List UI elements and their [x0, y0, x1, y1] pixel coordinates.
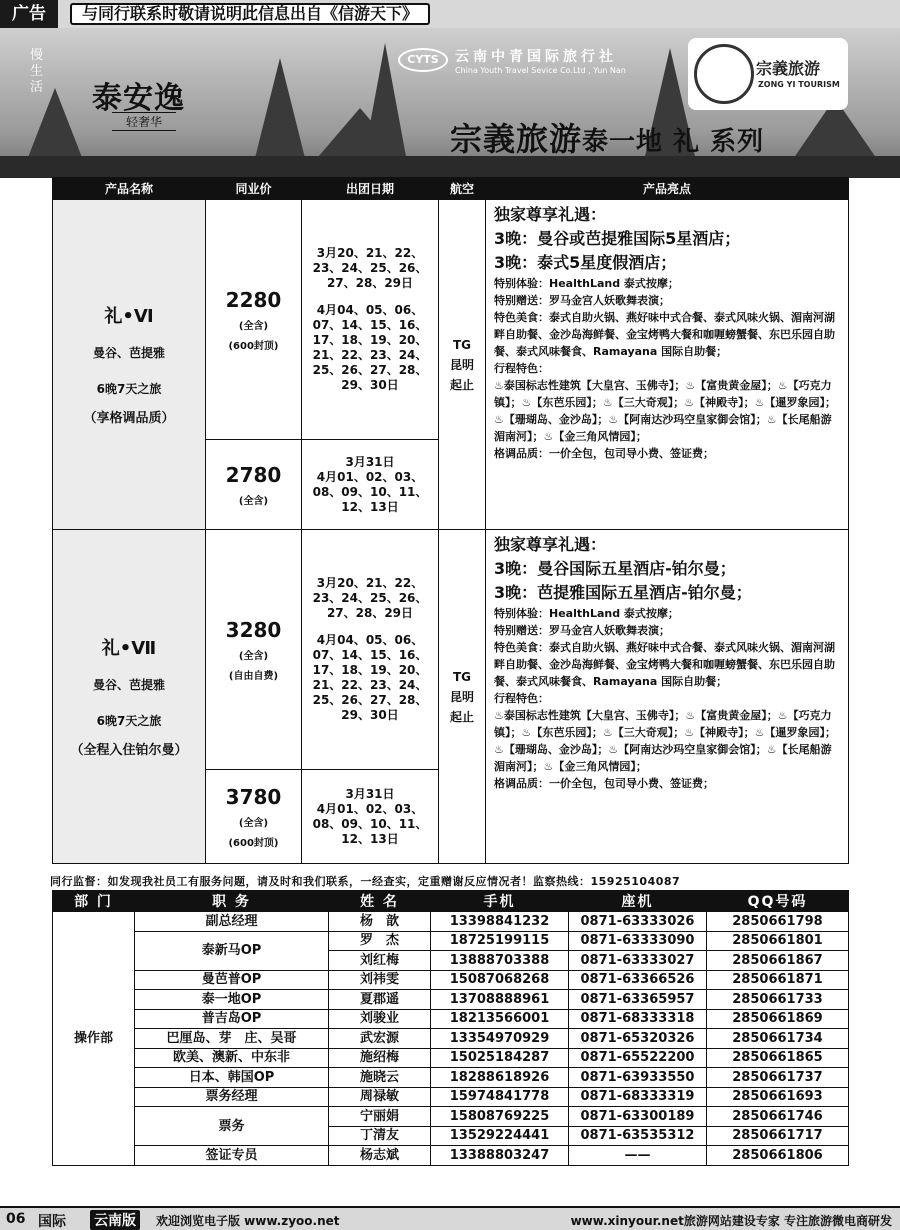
- qq-cell: 2850661806: [707, 1146, 849, 1166]
- role-cell: 票务: [135, 1107, 329, 1146]
- price-note: (600封顶): [228, 340, 279, 352]
- qq-cell: 2850661871: [707, 970, 849, 990]
- footprint-icon: [694, 44, 754, 104]
- qq-cell: 2850661801: [707, 931, 849, 951]
- role-cell: 签证专员: [135, 1146, 329, 1166]
- product-route: 曼谷、芭提雅: [92, 677, 165, 692]
- highlight-experience: 特别体验：HealthLand 泰式按摩；: [494, 607, 679, 620]
- departure-note: 起止: [449, 709, 474, 724]
- tel-cell: 0871-65522200: [569, 1048, 707, 1068]
- highlight-experience: 特别体验：HealthLand 泰式按摩；: [494, 277, 679, 290]
- highlight-gift: 特别赠送：罗马金宫人妖歌舞表演；: [494, 294, 670, 307]
- dates-march: 3月20、21、22、23、24、25、26、27、28、29日: [312, 246, 428, 290]
- product-table-header: [53, 178, 849, 200]
- qq-cell: 2850661869: [707, 1009, 849, 1029]
- role-cell: 副总经理: [135, 912, 329, 932]
- highlight-food: 特色美食：泰式自助火锅、燕好味中式合餐、泰式风味火锅、湄南河湖畔自助餐、金沙岛海鲜餐、金宝烤鸭大餐和咖喱螃蟹餐、东巴乐园自助餐、泰式风味餐食、Ramayana 国际自助餐；: [494, 641, 835, 688]
- product-duration: 6晚7天之旅: [96, 381, 162, 396]
- price-value: 2780: [225, 462, 282, 487]
- mobile-cell: 18725199115: [431, 931, 569, 951]
- mobile-cell: 13888703388: [431, 951, 569, 971]
- role-cell: 泰新马OP: [135, 931, 329, 970]
- mobile-cell: 18288618926: [431, 1068, 569, 1088]
- airline-code: TG: [452, 669, 472, 684]
- ad-tag: 广告: [0, 0, 58, 28]
- cyts-logo: CYTS: [398, 48, 448, 72]
- table-row: [53, 1048, 849, 1068]
- role-cell: 曼芭普OP: [135, 970, 329, 990]
- product-name-cell: [53, 200, 206, 530]
- table-row: [53, 1029, 849, 1049]
- name-cell: 罗 杰: [329, 931, 431, 951]
- highlight-features: ♨泰国标志性建筑【大皇宫、玉佛寺】；♨【富贵黄金屋】；♨【巧克力镇】；♨【东芭乐园】；♨【三大奇观】；♨【神殿寺】；♨【暹罗象园】；♨【珊瑚岛、金沙岛】；♨【阿南达沙玛空皇家御会馆】；♨【长尾船游湄南河】；♨【金三角风情园】；: [494, 709, 836, 773]
- website-promo[interactable]: www.xinyour.net旅游网站建设专家 专注旅游微电商研发: [570, 1214, 892, 1228]
- qq-cell: 2850661746: [707, 1107, 849, 1127]
- product-row: [53, 530, 849, 770]
- header-department: 部 门: [53, 891, 135, 912]
- qq-cell: 2850661693: [707, 1087, 849, 1107]
- edition-badge: 云南版: [90, 1210, 140, 1230]
- table-row: [53, 1009, 849, 1029]
- qq-cell: 2850661865: [707, 1048, 849, 1068]
- tai-anyi-subtitle: 轻奢华: [112, 112, 176, 131]
- header-highlights: 产品亮点: [486, 178, 849, 200]
- banner: [0, 28, 900, 178]
- price-cell: [206, 440, 302, 530]
- table-row: [53, 912, 849, 932]
- role-cell: 普吉岛OP: [135, 1009, 329, 1029]
- page-number: 06: [6, 1211, 26, 1227]
- price-cell: [206, 200, 302, 440]
- supervision-hotline: 同行监督：如发现我社员工有服务问题，请及时和我们联系，一经查实，定重赠谢反应情况者！监察热线：15925104087: [50, 875, 681, 888]
- cyts-name-cn: 云南中青国际旅行社: [455, 49, 617, 65]
- highlight-hotel: 3晚：曼谷或芭提雅国际5星酒店；: [494, 229, 741, 248]
- highlight-gift: 特别赠送：罗马金宫人妖歌舞表演；: [494, 624, 670, 637]
- name-cell: 丁清友: [329, 1126, 431, 1146]
- highlight-title: 独家尊享礼遇：: [494, 205, 607, 224]
- price-note: (600封顶): [228, 837, 279, 849]
- dates-april: 4月04、05、06、07、14、15、16、17、18、19、20、21、22、23、24、25、26、27、28、29、30日: [312, 303, 428, 392]
- tel-cell: 0871-68333319: [569, 1087, 707, 1107]
- price-note: (自由自费): [228, 670, 279, 682]
- role-cell: 票务经理: [135, 1087, 329, 1107]
- header-role: 职 务: [135, 891, 329, 912]
- table-row: [53, 1068, 849, 1088]
- price-note: (全含): [238, 495, 269, 507]
- section-label: 国际: [38, 1214, 66, 1230]
- role-cell: 日本、韩国OP: [135, 1068, 329, 1088]
- highlight-quality: 格调品质：一价全包，包司导小费、签证费；: [494, 777, 714, 790]
- dates-march: 3月31日: [345, 786, 395, 801]
- tel-cell: 0871-68333318: [569, 1009, 707, 1029]
- product-note: （全程入住铂尔曼）: [70, 742, 188, 758]
- tel-cell: 0871-63333090: [569, 931, 707, 951]
- mobile-cell: 18213566001: [431, 1009, 569, 1029]
- highlight-features-title: 行程特色：: [494, 692, 549, 705]
- department-cell: 操作部: [53, 912, 135, 1166]
- table-row: [53, 1146, 849, 1166]
- tel-cell: ——: [569, 1146, 707, 1166]
- top-bar: [0, 0, 900, 28]
- header-name: 姓 名: [329, 891, 431, 912]
- highlight-quality: 格调品质：一价全包，包司导小费、签证费；: [494, 447, 714, 460]
- tel-cell: 0871-65320326: [569, 1029, 707, 1049]
- highlight-hotel: 3晚：芭提雅国际五星酒店-铂尔曼；: [494, 583, 752, 602]
- dates-cell: [302, 440, 439, 530]
- role-cell: 巴厘岛、芽 庄、吴哥: [135, 1029, 329, 1049]
- qq-cell: 2850661717: [707, 1126, 849, 1146]
- product-row: [53, 200, 849, 440]
- highlight-features: ♨泰国标志性建筑【大皇宫、玉佛寺】；♨【富贵黄金屋】；♨【巧克力镇】；♨【东芭乐园】；♨【三大奇观】；♨【神殿寺】；♨【暹罗象园】；♨【珊瑚岛、金沙岛】；♨【阿南达沙玛空皇家御会馆】；♨【长尾船游湄南河】；♨【金三角风情园】；: [494, 379, 836, 443]
- tel-cell: 0871-63300189: [569, 1107, 707, 1127]
- table-row: [53, 990, 849, 1010]
- mobile-cell: 13398841232: [431, 912, 569, 932]
- name-cell: 刘红梅: [329, 951, 431, 971]
- tel-cell: 0871-63933550: [569, 1068, 707, 1088]
- airline-cell: [439, 530, 486, 864]
- name-cell: 夏郡遥: [329, 990, 431, 1010]
- price-note: (全含): [238, 650, 269, 662]
- qq-cell: 2850661737: [707, 1068, 849, 1088]
- price-cell: [206, 770, 302, 864]
- bottom-bar: [0, 1206, 900, 1230]
- mobile-cell: 15025184287: [431, 1048, 569, 1068]
- mobile-cell: 15808769225: [431, 1107, 569, 1127]
- price-value: 3280: [225, 617, 282, 642]
- product-note: （享格调品质）: [83, 410, 175, 426]
- name-cell: 施晓云: [329, 1068, 431, 1088]
- welcome-link[interactable]: 欢迎浏览电子版 www.zyoo.net: [156, 1214, 340, 1228]
- contact-table-header: [53, 891, 849, 912]
- highlight-food: 特色美食：泰式自助火锅、燕好味中式合餐、泰式风味火锅、湄南河湖畔自助餐、金沙岛海鲜餐、金宝烤鸭大餐和咖喱螃蟹餐、东巴乐园自助餐、泰式风味餐食、Ramayana 国际自助餐；: [494, 311, 835, 358]
- contact-table: [52, 890, 849, 1166]
- qq-cell: 2850661734: [707, 1029, 849, 1049]
- mobile-cell: 13708888961: [431, 990, 569, 1010]
- departure-note: 起止: [449, 377, 474, 392]
- header-price: 同业价: [206, 178, 302, 200]
- dates-april: 4月01、02、03、08、09、10、11、12、13日: [312, 801, 428, 846]
- header-qq: QQ号码: [707, 891, 849, 912]
- tel-cell: 0871-63366526: [569, 970, 707, 990]
- highlights-cell: [486, 530, 849, 864]
- name-cell: 杨 歆: [329, 912, 431, 932]
- highlight-hotel: 3晚：泰式5星度假酒店；: [494, 253, 677, 272]
- price-value: 2280: [225, 287, 282, 312]
- mobile-cell: 13388803247: [431, 1146, 569, 1166]
- header-tel: 座机: [569, 891, 707, 912]
- highlight-hotel: 3晚：曼谷国际五星酒店-铂尔曼；: [494, 559, 736, 578]
- mobile-cell: 15974841778: [431, 1087, 569, 1107]
- mobile-cell: 15087068268: [431, 970, 569, 990]
- table-row: [53, 1107, 849, 1127]
- departure-city: 昆明: [449, 689, 474, 704]
- source-notice: 与同行联系时敬请说明此信息出自《信游天下》: [70, 3, 430, 25]
- product-name-cell: [53, 530, 206, 864]
- price-cell: [206, 530, 302, 770]
- price-note: (全含): [238, 817, 269, 829]
- highlight-features-title: 行程特色：: [494, 362, 549, 375]
- qq-cell: 2850661733: [707, 990, 849, 1010]
- name-cell: 刘祎雯: [329, 970, 431, 990]
- highlights-cell: [486, 200, 849, 530]
- dates-april: 4月01、02、03、08、09、10、11、12、13日: [312, 469, 428, 514]
- qq-cell: 2850661867: [707, 951, 849, 971]
- product-table: [52, 177, 849, 864]
- role-cell: 泰一地OP: [135, 990, 329, 1010]
- price-value: 3780: [225, 784, 282, 809]
- dates-cell: [302, 530, 439, 770]
- name-cell: 武宏源: [329, 1029, 431, 1049]
- product-code: 礼•Ⅶ: [101, 637, 157, 659]
- product-duration: 6晚7天之旅: [96, 713, 162, 728]
- qq-cell: 2850661798: [707, 912, 849, 932]
- name-cell: 刘骏业: [329, 1009, 431, 1029]
- dates-cell: [302, 200, 439, 440]
- tel-cell: 0871-63535312: [569, 1126, 707, 1146]
- header-product-name: 产品名称: [53, 178, 206, 200]
- header-airline: 航空: [439, 178, 486, 200]
- dates-march: 3月20、21、22、23、24、25、26、27、28、29日: [312, 576, 428, 620]
- dates-march: 3月31日: [345, 454, 395, 469]
- highlight-title: 独家尊享礼遇：: [494, 535, 607, 554]
- header-mobile: 手机: [431, 891, 569, 912]
- name-cell: 周禄敏: [329, 1087, 431, 1107]
- tel-cell: 0871-63333026: [569, 912, 707, 932]
- departure-city: 昆明: [449, 357, 474, 372]
- name-cell: 宁丽娟: [329, 1107, 431, 1127]
- dates-april: 4月04、05、06、07、14、15、16、17、18、19、20、21、22、23、24、25、26、27、28、29、30日: [312, 633, 428, 722]
- airline-cell: [439, 200, 486, 530]
- cyts-name-en: China Youth Travel Sevice Co.Ltd , Yun Nan: [455, 66, 626, 75]
- tai-anyi-logo: 泰安逸: [92, 81, 185, 116]
- price-note: (全含): [238, 320, 269, 332]
- product-code: 礼•Ⅵ: [104, 305, 154, 327]
- tel-cell: 0871-63333027: [569, 951, 707, 971]
- zongyi-logo: 宗義旅游 ZONG YI TOURISM: [688, 38, 848, 110]
- table-row: [53, 931, 849, 951]
- header-dates: 出团日期: [302, 178, 439, 200]
- tel-cell: 0871-63365957: [569, 990, 707, 1010]
- dates-cell: [302, 770, 439, 864]
- product-route: 曼谷、芭提雅: [92, 345, 165, 360]
- table-row: [53, 1087, 849, 1107]
- mobile-cell: 13529224441: [431, 1126, 569, 1146]
- airline-code: TG: [452, 337, 472, 352]
- mobile-cell: 13354970929: [431, 1029, 569, 1049]
- role-cell: 欧美、澳新、中东非: [135, 1048, 329, 1068]
- name-cell: 施绍梅: [329, 1048, 431, 1068]
- series-title: 宗義旅游泰一地 礼 系列: [450, 120, 765, 158]
- table-row: [53, 970, 849, 990]
- name-cell: 杨志斌: [329, 1146, 431, 1166]
- slow-life-tag: 慢 生 活: [30, 48, 44, 95]
